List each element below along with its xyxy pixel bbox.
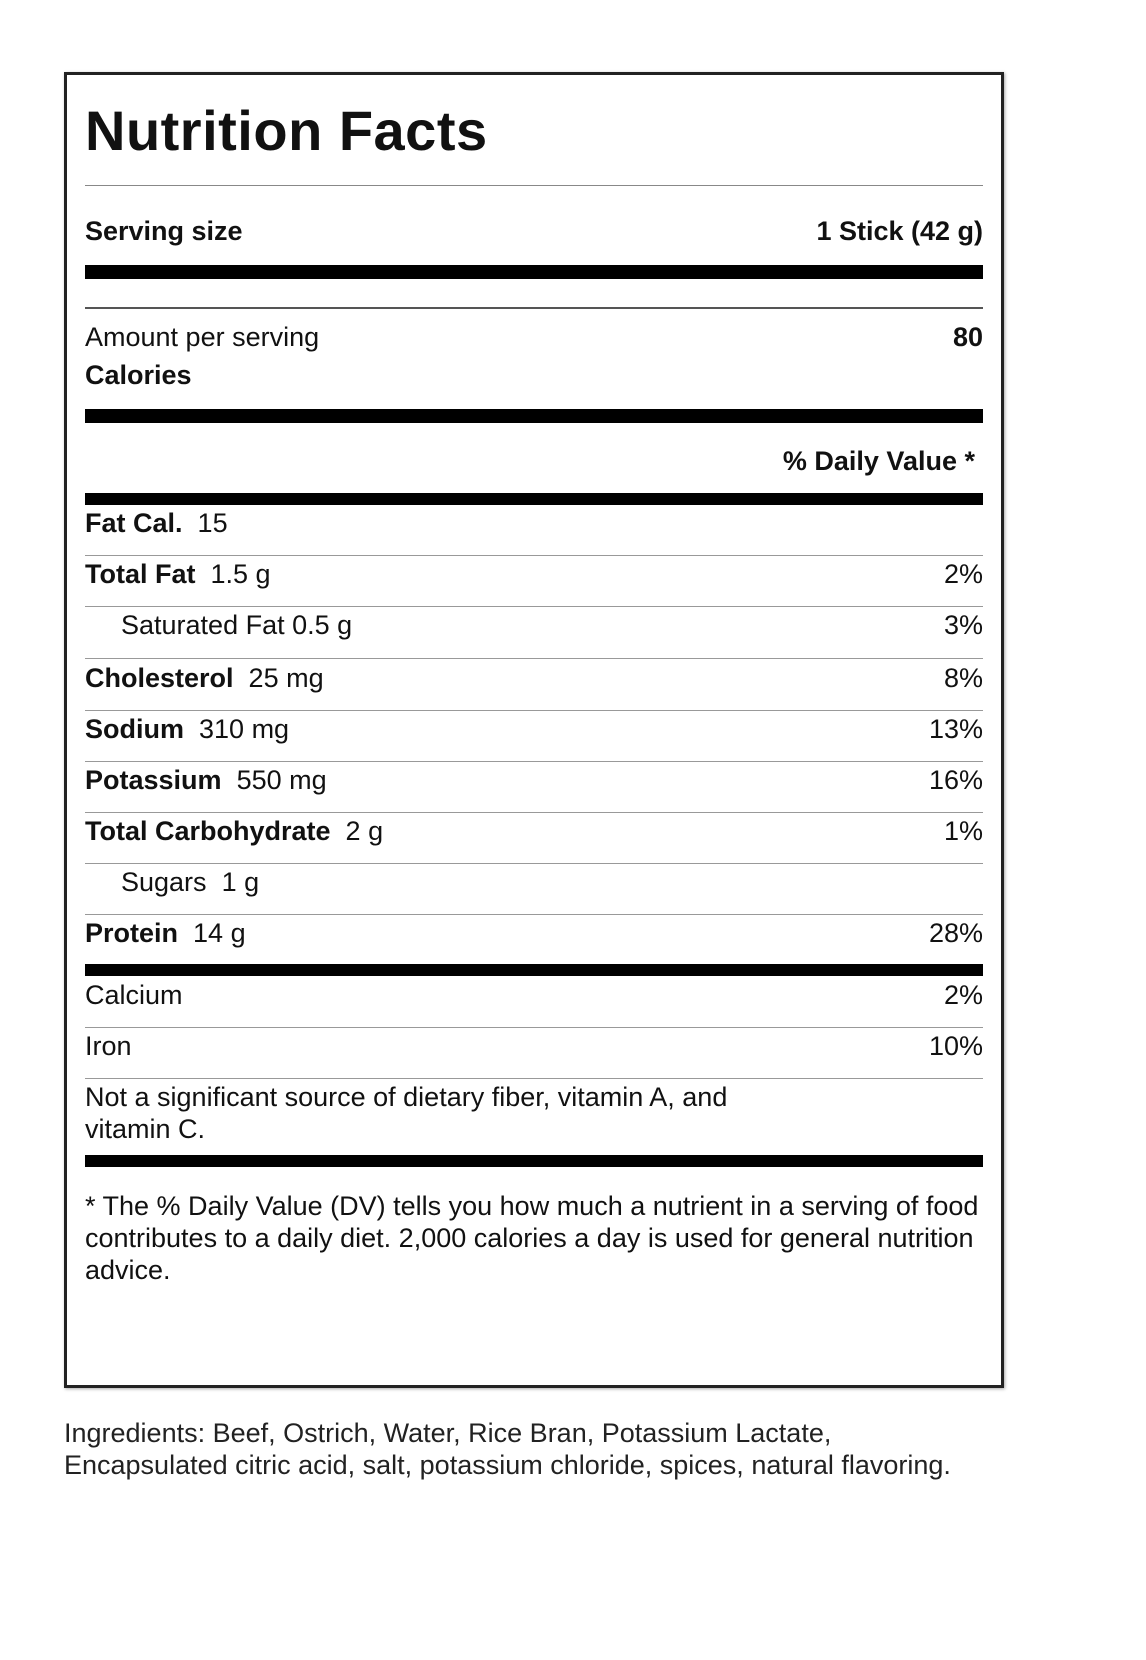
amount-per-serving-label: Amount per serving — [85, 322, 320, 352]
nutrient-amount: 550 mg — [229, 765, 327, 795]
nutrient-row-protein — [85, 917, 983, 949]
nutrient-amount: 15 — [190, 508, 228, 538]
nutrient-dv: 1% — [943, 816, 983, 846]
nutrient-row-potassium — [85, 764, 983, 796]
nutrient-dv: 28% — [928, 918, 983, 948]
nutrient-amount: 310 mg — [191, 714, 290, 744]
divider-thick — [85, 964, 983, 976]
divider — [85, 914, 983, 915]
serving-size-value: 1 Stick (42 g) — [816, 216, 983, 246]
divider — [85, 710, 983, 711]
calories-row — [85, 359, 983, 391]
nutrient-amount: 14 g — [185, 918, 246, 948]
nutrient-dv: 2% — [943, 559, 983, 589]
nutrient-name: Cholesterol — [85, 663, 234, 693]
nutrient-dv: 8% — [943, 663, 983, 693]
divider — [85, 185, 983, 186]
amount-per-serving-row — [85, 321, 983, 353]
daily-value-header: % Daily Value * — [782, 446, 975, 476]
nutrient-row-saturated-fat — [85, 609, 983, 641]
nutrient-row-sugars — [85, 866, 983, 898]
ingredients-text: Ingredients: Beef, Ostrich, Water, Rice Bran, Potassium Lactate, Encapsulated citric acid, salt, potassium chloride, spices, natural flavoring. — [64, 1418, 951, 1480]
nutrient-name: Sugars — [121, 867, 207, 897]
nutrient-row-total-fat — [85, 558, 983, 590]
nutrient-row-sodium — [85, 713, 983, 745]
nutrient-dv: 16% — [928, 765, 983, 795]
nutrient-amount: 2 g — [338, 816, 384, 846]
mineral-name: Iron — [85, 1031, 132, 1061]
calories-value: 80 — [952, 322, 983, 352]
mineral-dv: 10% — [928, 1031, 983, 1061]
nutrient-dv: 13% — [928, 714, 983, 744]
mineral-row-calcium — [85, 979, 983, 1011]
not-significant-note: Not a significant source of dietary fiber, vitamin A, and vitamin C. — [85, 1082, 728, 1144]
serving-size-row — [85, 215, 983, 247]
nutrient-name: Fat Cal. — [85, 508, 183, 538]
divider — [85, 812, 983, 813]
nutrient-name: Sodium — [85, 714, 184, 744]
divider — [85, 606, 983, 607]
divider-thick — [85, 493, 983, 505]
nutrient-row-total-carbohydrate — [85, 815, 983, 847]
nutrient-row-cholesterol — [85, 662, 983, 694]
calories-label: Calories — [85, 360, 192, 390]
nutrient-name: Potassium — [85, 765, 222, 795]
nutrient-name: Saturated Fat 0.5 g — [121, 610, 353, 640]
mineral-row-iron — [85, 1030, 983, 1062]
nutrient-amount: 1 g — [214, 867, 260, 897]
divider-thick — [85, 1155, 983, 1167]
divider — [85, 761, 983, 762]
divider — [85, 555, 983, 556]
nutrient-amount: 1.5 g — [203, 559, 271, 589]
nutrition-facts-label — [64, 72, 1004, 1388]
nutrient-amount: 25 mg — [241, 663, 324, 693]
nutrient-name: Total Carbohydrate — [85, 816, 331, 846]
divider-thick — [85, 265, 983, 279]
divider — [85, 658, 983, 659]
nutrient-row-fat-cal — [85, 507, 983, 539]
mineral-name: Calcium — [85, 980, 183, 1010]
divider — [85, 1078, 983, 1079]
divider — [85, 1027, 983, 1028]
divider — [85, 863, 983, 864]
nutrient-name: Protein — [85, 918, 179, 948]
divider — [85, 307, 983, 309]
daily-value-footnote: * The % Daily Value (DV) tells you how much a nutrient in a serving of food contributes to a daily diet. 2,000 calories a day is used for general nutrition advice. — [85, 1191, 979, 1285]
nutrient-name: Total Fat — [85, 559, 196, 589]
divider-thick — [85, 409, 983, 423]
serving-size-label: Serving size — [85, 216, 243, 246]
mineral-dv: 2% — [943, 980, 983, 1010]
nutrient-dv: 3% — [943, 610, 983, 640]
label-title: Nutrition Facts — [85, 99, 488, 162]
